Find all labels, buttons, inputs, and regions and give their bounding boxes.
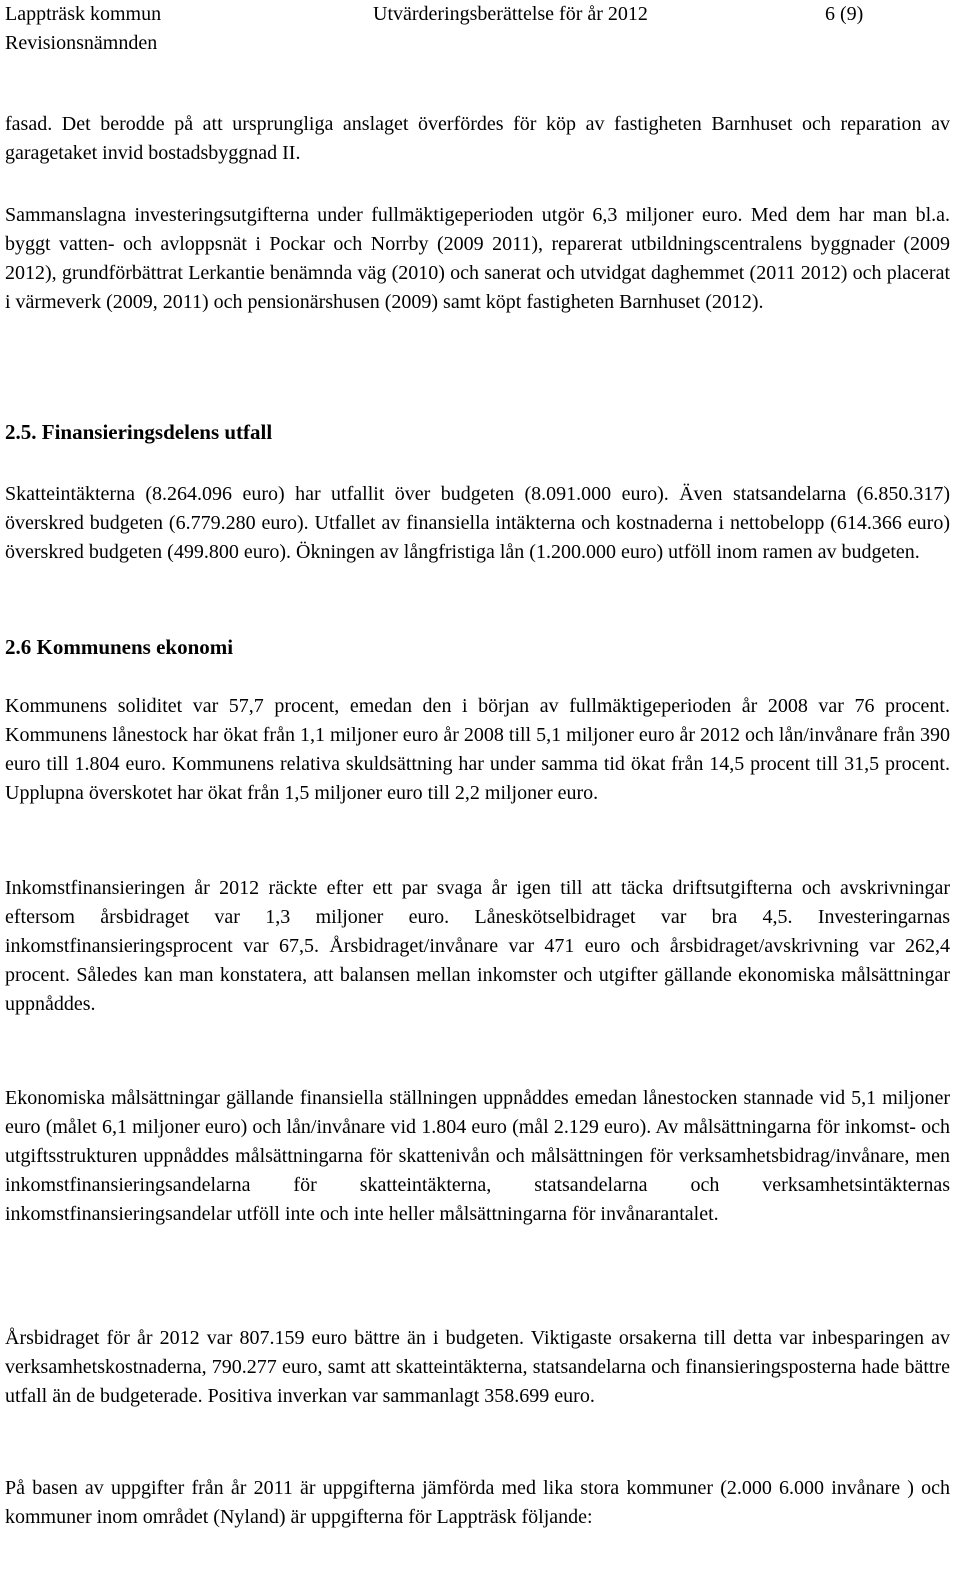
page-header <box>5 0 950 64</box>
paragraph-investeringar: Sammanslagna investeringsutgifterna under fullmäktigeperioden utgör 6,3 miljoner euro. Med dem har man bl.a. byggt vatten- och avloppsnät i Pockar och Norrby (2009 2011), reparerat utbildningscentralens byggnader (2009 2012), grundförbättrat Lerkantie benämnda väg (2010) och sanerat och utvidgat daghemmet (2011 2012) och placerat i värmeverk (2009, 2011) och pensionärshusen (2009) samt köpt fastigheten Barnhuset (2012). <box>5 204 950 313</box>
heading-2-6: 2.6 Kommunens ekonomi <box>5 635 234 659</box>
header-department: Revisionsnämnden <box>5 32 158 54</box>
header-page-number: 6 (9) <box>825 3 864 25</box>
header-document-title: Utvärderingsberättelse för år 2012 <box>373 3 648 25</box>
header-organization: Lappträsk kommun <box>5 3 162 25</box>
paragraph-inkomstfinansiering: Inkomstfinansieringen år 2012 räckte efter ett par svaga år igen till att täcka driftsutgifterna och avskrivningar eftersom årsbidraget var 1,3 miljoner euro. Låneskötselbidraget var bra 4,5. Investeringarnas inkomstfinansieringsprocent var 67,5. Årsbidraget/invånare var 471 euro och årsbidraget/avskrivning var 262,4 procent. Således kan man konstatera, att balansen mellan inkomster och utgifter gällande ekonomiska målsättningar uppnåddes. <box>5 877 950 1015</box>
heading-2-5: 2.5. Finansieringsdelens utfall <box>5 420 273 444</box>
paragraph-arsbidraget: Årsbidraget för år 2012 var 807.159 euro bättre än i budgeten. Viktigaste orsakerna till detta var inbesparingen av verksamhetskostnaderna, 790.277 euro, samt att skatteintäkterna, statsandelarna och finansieringsposterna hade bättre utfall än de budgeterade. Positiva inverkan var sammanlagt 358.699 euro. <box>5 1327 950 1407</box>
paragraph-skatteintakter: Skatteintäkterna (8.264.096 euro) har utfallit över budgeten (8.091.000 euro). Även statsandelarna (6.850.317) överskred budgeten (6.779.280 euro). Utfallet av finansiella intäkterna och kostnaderna i nettobelopp (614.366 euro) överskred budgeten (499.800 euro). Ökningen av långfristiga lån (1.200.000 euro) utföll inom ramen av budgeten. <box>5 483 950 563</box>
paragraph-soliditet: Kommunens soliditet var 57,7 procent, emedan den i början av fullmäktigeperioden år 2008 var 76 procent. Kommunens lånestock har ökat från 1,1 miljoner euro år 2008 till 5,1 miljoner euro år 2012 och lån/invånare från 390 euro till 1.804 euro. Kommunens relativa skuldsättning har under samma tid ökat från 14,5 procent till 31,5 procent. Upplupna överskotet har ökat från 1,5 miljoner euro till 2,2 miljoner euro. <box>5 695 950 804</box>
paragraph-jamforelse: På basen av uppgifter från år 2011 är uppgifterna jämförda med lika stora kommuner (2.000 6.000 invånare ) och kommuner inom området (Nyland) är uppgifterna för Lappträsk följande: <box>5 1477 950 1528</box>
paragraph-fasad: fasad. Det berodde på att ursprungliga anslaget överfördes för köp av fastigheten Barnhuset och reparation av garagetaket invid bostadsbyggnad II. <box>5 113 950 164</box>
paragraph-ekonomiska-malsattningar: Ekonomiska målsättningar gällande finansiella ställningen uppnåddes emedan lånestocken stannade vid 5,1 miljoner euro (målet 6,1 miljoner euro) och lån/invånare vid 1.804 euro (mål 2.129 euro). Av målsättningarna för inkomst- och utgiftsstrukturen uppnåddes målsättningarna för skattenivån och målsättningen för verksamhetsbidrag/invånare, men inkomstfinansieringsandelarna för skatteintäkterna, statsandelarna och verksamhetsintäkternas inkomstfinansieringsandelar utföll inte och inte heller målsättningarna för invånarantalet. <box>5 1087 950 1225</box>
